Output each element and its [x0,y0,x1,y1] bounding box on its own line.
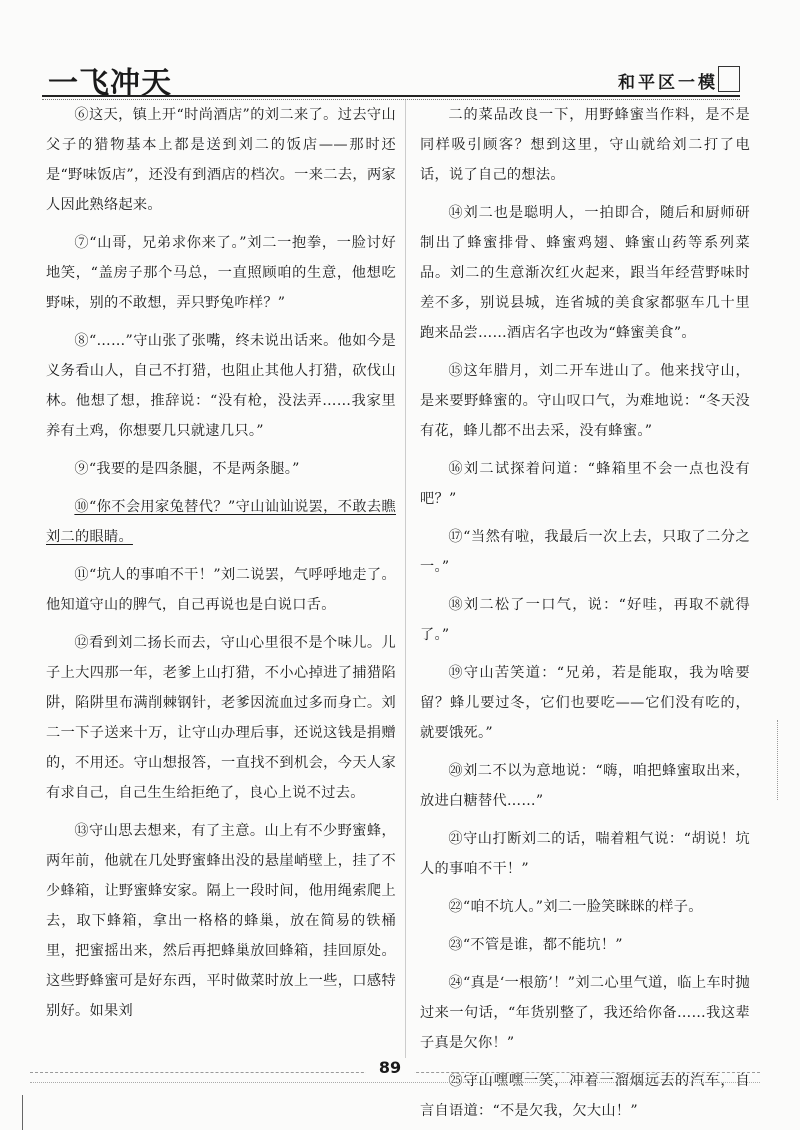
paragraph: ㉒“咱不坑人。”刘二一脸笑眯眯的样子。 [448,899,703,915]
column-divider [405,100,406,1060]
paragraph: 二的菜品改良一下，用野蜂蜜当作料，是不是同样吸引顾客？想到这里，守山就给刘二打了电话，说了自己的想法。 [420,107,750,183]
exam-region-label: 和平区一模 [618,73,718,93]
brand-title: 一飞冲天 [48,66,172,101]
header-rule [42,95,740,97]
paragraph: ⑳刘二不以为意地说：“嗨，咱把蜂蜜取出来，放进白糖替代……” [420,763,750,809]
paragraph: ⑲守山苦笑道：“兄弟，若是能取，我为啥要留？蜂儿要过冬，它们也要吃——它们没有吃的，就要饿死。” [420,665,750,741]
side-dotted-mark [777,720,778,800]
paragraph: ㉕守山嘿嘿一笑，冲着一溜烟远去的汽车，自言自语道：“不是欠我，欠大山！” [420,1073,750,1119]
paragraph: ⑨“我要的是四条腿，不是两条腿。” [74,461,300,477]
paragraph: ⑱刘二松了一口气，说：“好哇，再取不就得了。” [420,597,750,643]
paragraph: ⑥这天，镇上开“时尚酒店”的刘二来了。过去守山父子的猎物基本上都是送到刘二的饭店——那时还是“野味饭店”，还没有到酒店的档次。一来二去，两家人因此熟络起来。 [46,107,396,213]
right-column [420,100,750,1126]
paragraph: ⑧“……”守山张了张嘴，终未说出话来。他如今是义务看山人，自己不打猎，也阻止其他人打猎，砍伐山林。他想了想，推辞说：“没有枪，没法弄……我家里养有土鸡，你想要几只就逮几只。” [46,333,396,439]
paragraph: ⑯刘二试探着问道：“蜂箱里不会一点也没有吧？” [420,461,750,507]
paragraph: ⑦“山哥，兄弟求你来了。”刘二一抱拳，一脸讨好地笑，“盖房子那个马总，一直照顾咱的生意，他想吃野味，别的不敢想，弄只野兔咋样？” [46,235,396,311]
paragraph: ⑮这年腊月，刘二开车进山了。他来找守山，是来要野蜂蜜的。守山叹口气，为难地说：“冬天没有花，蜂儿都不出去采，没有蜂蜜。” [420,363,750,439]
footer-rule-dotted [30,1082,760,1083]
paragraph: ㉓“不管是谁，都不能坑！” [448,937,623,953]
paragraph: ⑰“当然有啦，我最后一次上去，只取了二分之一。” [420,529,750,575]
paragraph: ⑫看到刘二扬长而去，守山心里很不是个味儿。儿子上大四那一年，老爹上山打猎，不小心掉进了捕猎陷阱，陷阱里布满削棘钢针，老爹因流血过多而身亡。刘二一下子送来十万，让守山办理后事，还说这钱是捐赠的，不用还。守山想报答，一直找不到机会，今天人家有求自己，自己生生给拒绝了，良心上说不过去。 [46,635,396,801]
paragraph: ⑭刘二也是聪明人，一拍即合，随后和厨师研制出了蜂蜜排骨、蜂蜜鸡翅、蜂蜜山药等系列菜品。刘二的生意渐次红火起来，跟当年经营野味时差不多，别说县城，连省城的美食家都驱车几十里跑来品尝……酒店名字也改为“蜂蜜美食”。 [420,205,750,341]
paragraph: ㉑守山打断刘二的话，喘着粗气说：“胡说！坑人的事咱不干！” [420,831,750,877]
paragraph: ㉔“真是‘一根筋’！”刘二心里气道，临上车时抛过来一句话，“年货别整了，我还给你备……我这辈子真是欠你！” [420,975,750,1051]
left-column [46,100,396,1026]
page-header [0,0,800,100]
page-number: 89 [366,1058,414,1077]
binding-edge-mark [22,1095,23,1130]
paragraph: ⑪“坑人的事咱不干！”刘二说罢，气呼呼地走了。他知道守山的脾气，自己再说也是白说口舌。 [46,567,396,613]
paragraph: ⑬守山思去想来，有了主意。山上有不少野蜜蜂，两年前，他就在几处野蜜蜂出没的悬崖峭壁上，挂了不少蜂箱，让野蜜蜂安家。隔上一段时间，他用绳索爬上去，取下蜂箱，拿出一格格的蜂巢，放在简易的铁桶里，把蜜摇出来，然后再把蜂巢放回蜂箱，挂回原处。这些野蜂蜜可是好东西，平时做菜时放上一些，口感特别好。如果刘 [46,823,396,1019]
paragraph: ⑩“你不会用家兔替代？”守山讪讪说罢，不敢去瞧刘二的眼睛。 [46,499,396,545]
publisher-stamp-icon [718,66,740,92]
